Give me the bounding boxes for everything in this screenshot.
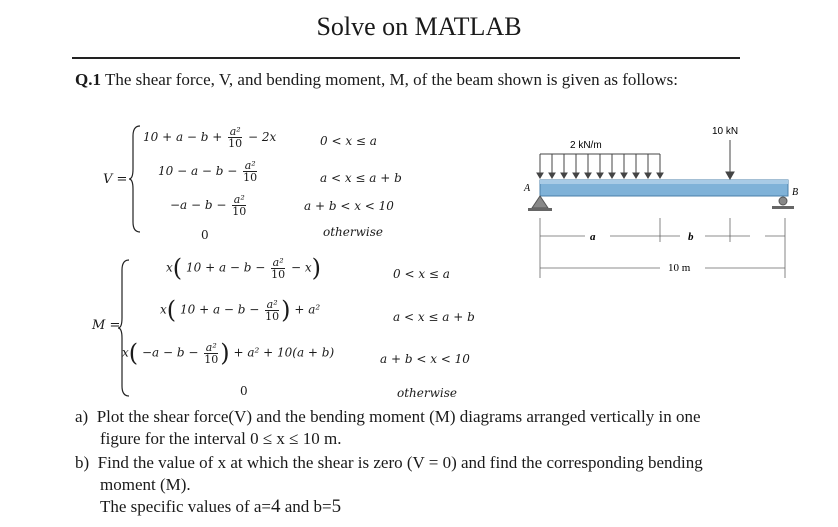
- moment-cond-2: a < x ≤ a + b: [393, 310, 475, 324]
- shear-cond-1: 0 < x ≤ a: [320, 134, 377, 148]
- distributed-load-icon: [537, 154, 663, 178]
- title-divider: [72, 57, 740, 59]
- question-text: The shear force, V, and bending moment, M, of the beam shown is given as follows:: [104, 70, 678, 89]
- moment-case-2: x( 10 + a − b − $\frac{\text{a²}}{10}$ ) + a²: [160, 296, 321, 324]
- shear-cond-3: a + b < x < 10: [304, 199, 394, 213]
- task-a-line2: figure for the interval 0 ≤ x ≤ 10 m.: [100, 429, 342, 448]
- roller-support-icon: [772, 197, 794, 209]
- question-number: Q.1: [75, 70, 101, 89]
- load-label: 2 kN/m: [570, 140, 602, 151]
- support-b-label: B: [792, 187, 799, 198]
- moment-case-3: x( −a − b − $\frac{\text{a²}}{10}$ ) + a² + 10(a + b): [122, 339, 335, 367]
- point-load-icon: [726, 140, 734, 179]
- shear-case-4: 0: [201, 228, 209, 242]
- point-load-label: 10 kN: [712, 126, 739, 137]
- dim-a-label: a: [590, 231, 596, 243]
- moment-case-1: x( 10 + a − b − $\frac{\text{a²}}{10}$ − x): [166, 254, 321, 282]
- task-a: a) Plot the shear force(V) and the bending moment (M) diagrams arranged vertically in one: [75, 407, 701, 426]
- moment-brace: [117, 258, 131, 398]
- moment-cond-4: otherwise: [397, 386, 457, 400]
- dim-total-label: 10 m: [668, 262, 691, 274]
- shear-symbol: V =: [103, 172, 128, 187]
- task-b-line2: moment (M).: [100, 475, 191, 494]
- question-intro: [75, 70, 678, 90]
- task-b: b) Find the value of x at which the shear is zero (V = 0) and find the corresponding bending: [75, 453, 703, 472]
- shear-case-2: 10 − a − b − $\frac{\text{a²}}{10}$: [158, 159, 258, 184]
- shear-brace: [128, 124, 142, 234]
- values-line: The specific values of a=4 and b=5: [100, 496, 342, 517]
- shear-cond-4: otherwise: [323, 225, 383, 239]
- moment-symbol: M =: [92, 318, 121, 333]
- moment-cond-1: 0 < x ≤ a: [393, 267, 450, 281]
- shear-case-3: −a − b − $\frac{\text{a²}}{10}$: [170, 193, 247, 218]
- support-a-label: A: [524, 183, 531, 194]
- dim-b-label: b: [688, 231, 694, 243]
- moment-cond-3: a + b < x < 10: [380, 352, 470, 366]
- beam-diagram: [520, 118, 820, 293]
- page-title: Solve on MATLAB: [316, 12, 522, 41]
- moment-case-4: 0: [240, 384, 248, 398]
- shear-cond-2: a < x ≤ a + b: [320, 171, 402, 185]
- pin-support-icon: [528, 196, 552, 211]
- shear-case-1: 10 + a − b + $\frac{\text{a²}}{10}$ − 2x: [143, 125, 277, 150]
